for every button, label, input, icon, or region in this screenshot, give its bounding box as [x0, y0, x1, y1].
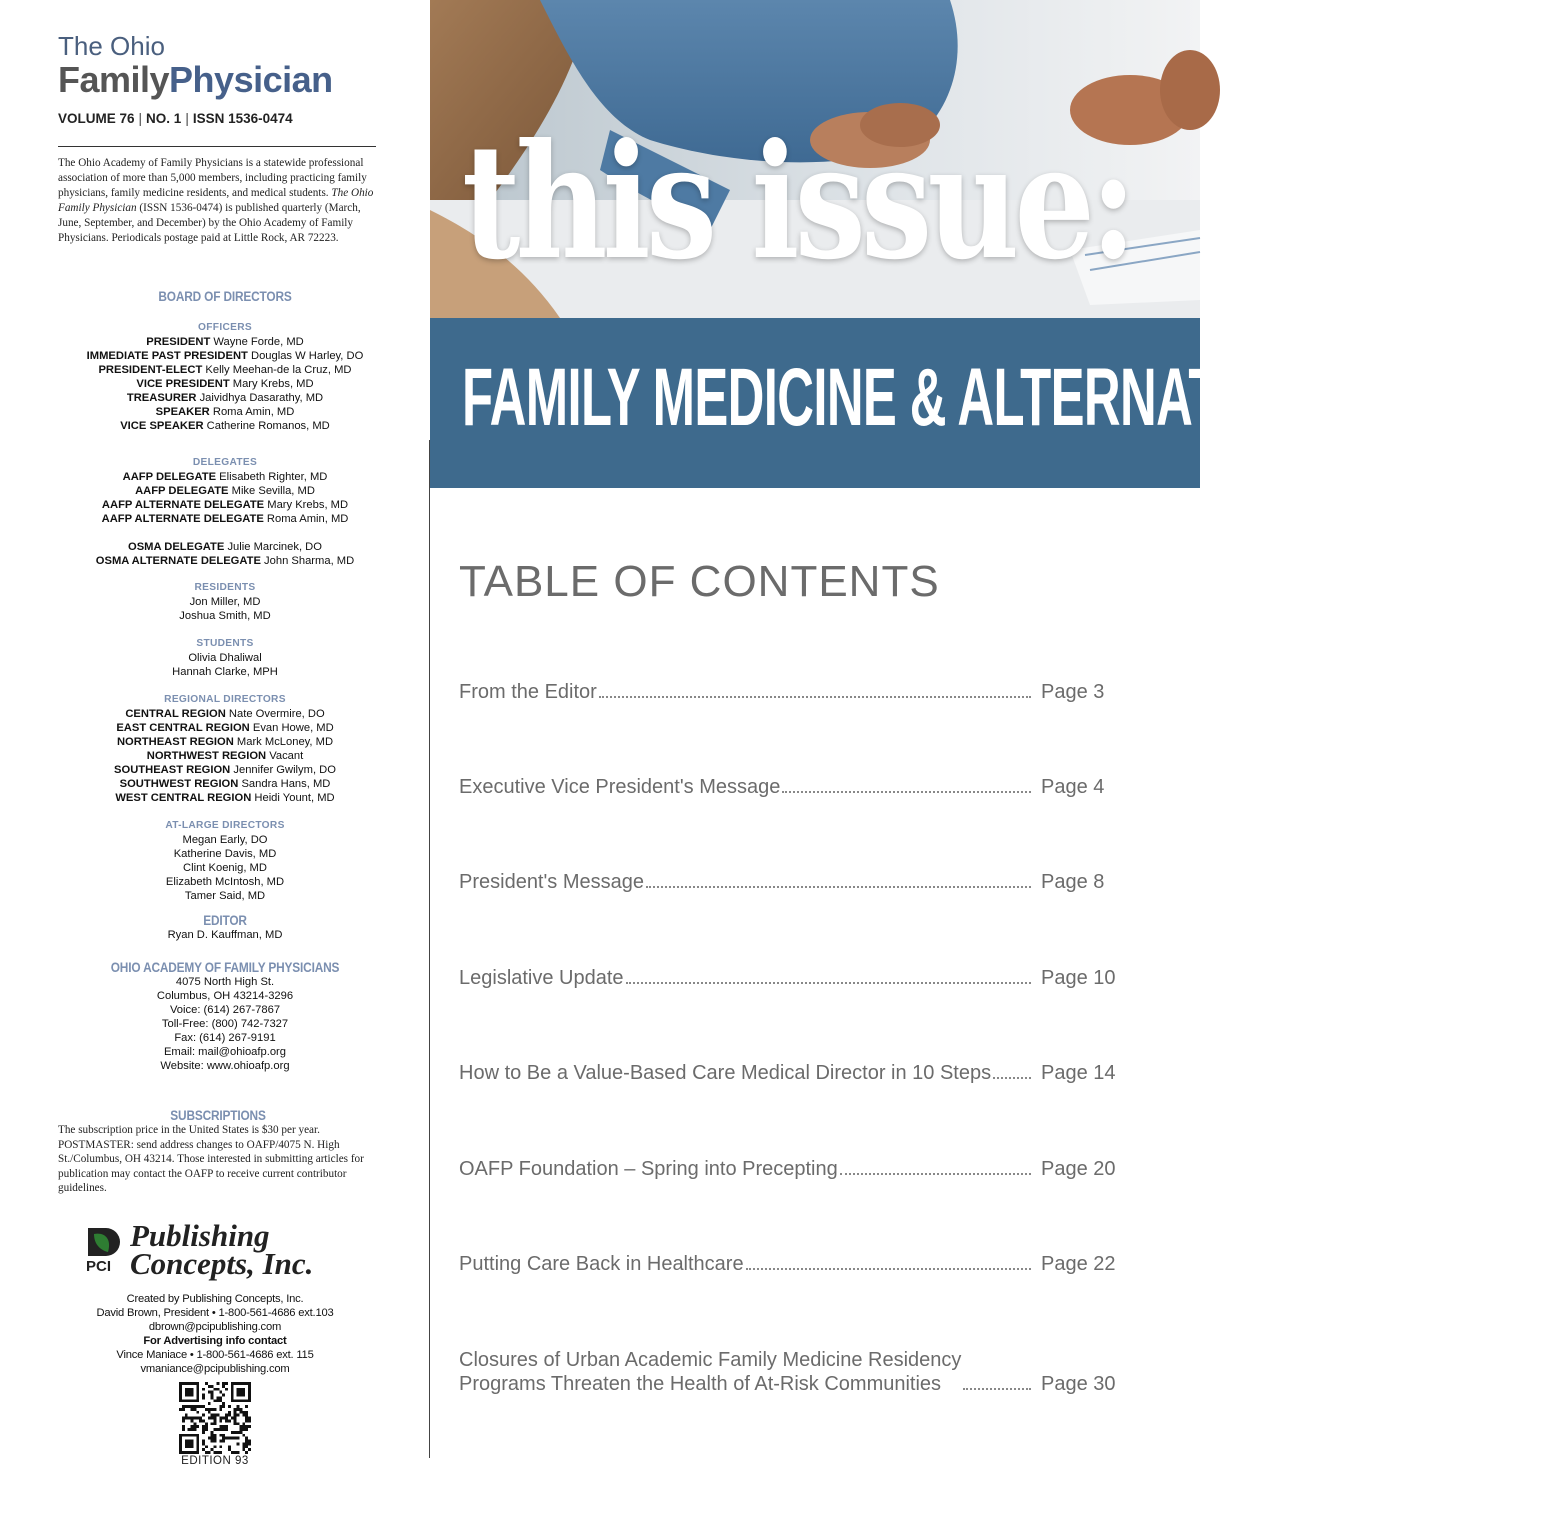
- board-role: SOUTHWEST REGION: [119, 778, 239, 790]
- delegates-heading: DELEGATES: [192, 457, 258, 468]
- publication-name: The Ohio Family Physician: [58, 187, 374, 214]
- board-role: EAST CENTRAL REGION: [116, 722, 250, 734]
- board-heading: BOARD OF DIRECTORS: [158, 289, 292, 304]
- oafp-heading: OHIO ACADEMY OF FAMILY PHYSICIANS: [110, 960, 340, 975]
- board-role: PRESIDENT-ELECT: [98, 364, 203, 376]
- residents-heading: RESIDENTS: [194, 582, 256, 593]
- toc-item-title-line2: Programs Threaten the Health of At-Risk Communities: [459, 1373, 942, 1395]
- board-member: [20, 512, 430, 526]
- toc-item[interactable]: [459, 1252, 1119, 1276]
- board-member-name: Roma Amin, MD: [263, 513, 349, 525]
- publisher-contact-line: Created by Publishing Concepts, Inc.: [126, 1293, 304, 1305]
- edition-number: EDITION 93: [181, 1455, 249, 1467]
- board-member-name: Julie Marcinek, DO: [224, 541, 322, 553]
- toc-item[interactable]: [459, 1157, 1119, 1181]
- toc-title: TABLE OF CONTENTS: [459, 557, 940, 606]
- toc-item-title: From the Editor: [459, 681, 597, 703]
- atlarge-director-name: Tamer Said, MD: [184, 890, 266, 902]
- atlarge-director-name: Clint Koenig, MD: [183, 862, 267, 874]
- oafp-contact-line: Fax: (614) 267-9191: [174, 1032, 276, 1044]
- pci-logo: [86, 1218, 356, 1288]
- resident-name: Jon Miller, MD: [189, 596, 261, 608]
- pci-logo-line1: Publishing: [130, 1218, 270, 1253]
- publisher-contact-line: dbrown@pcipublishing.com: [148, 1321, 282, 1333]
- board-member: [20, 721, 430, 735]
- toc-item-title: OAFP Foundation – Spring into Precepting: [459, 1158, 838, 1180]
- masthead: [58, 32, 388, 100]
- toc-page-number: Page 10: [1041, 967, 1116, 989]
- delegates-list: [20, 470, 430, 568]
- student-name: Hannah Clarke, MPH: [172, 666, 278, 678]
- students-block: [20, 637, 430, 679]
- board-member: [20, 470, 430, 484]
- oafp-contact-line: Toll-Free: (800) 742-7327: [161, 1018, 289, 1030]
- publisher-contact-line: vmaniance@pcipublishing.com: [140, 1363, 290, 1375]
- residents-list: [20, 595, 430, 623]
- atlarge-director-name: Megan Early, DO: [182, 834, 268, 846]
- board-role: PRESIDENT: [146, 336, 211, 348]
- this-issue-heading: this issue:: [462, 110, 1132, 295]
- board-role: AAFP DELEGATE: [135, 485, 229, 497]
- toc-leader-dots: [626, 981, 1031, 984]
- masthead-divider: [58, 146, 376, 147]
- masthead-family: Family: [58, 59, 170, 100]
- editor-name: Ryan D. Kauffman, MD: [167, 929, 283, 941]
- board-role: SOUTHEAST REGION: [114, 764, 231, 776]
- about-paragraph: [58, 156, 380, 246]
- students-heading: STUDENTS: [196, 638, 254, 649]
- oafp-block: [20, 961, 430, 1073]
- toc-page-number: Page 22: [1041, 1253, 1116, 1275]
- editor-heading: EDITOR: [203, 913, 247, 928]
- toc-item-title: How to Be a Value-Based Care Medical Director in 10 Steps: [459, 1062, 992, 1084]
- board-member: [20, 763, 430, 777]
- board-member: [20, 791, 430, 805]
- sidebar: [0, 0, 430, 1540]
- board-member: [20, 707, 430, 721]
- pci-logo-text: [130, 1218, 314, 1281]
- about-text-2: (ISSN 1536-0474) is published quarterly (March, June, September, and December) by the Ohio Academy of Family Physicians. Periodicals postage paid at Little Rock, AR 72223.: [58, 202, 361, 244]
- issue-number: NO. 1: [146, 111, 182, 126]
- regional-list: [20, 707, 430, 805]
- toc-leader-dots: [746, 1267, 1031, 1270]
- publisher-contact-line: David Brown, President • 1-800-561-4686 ext.103: [96, 1307, 334, 1319]
- board-member-name: Vacant: [266, 750, 304, 762]
- board-member: [20, 498, 430, 512]
- publisher-contact-line: For Advertising info contact: [143, 1335, 287, 1347]
- toc-item-title-line1: Closures of Urban Academic Family Medicine Residency: [459, 1349, 962, 1371]
- board-role: NORTHEAST REGION: [116, 736, 234, 748]
- toc-item[interactable]: [459, 680, 1119, 704]
- toc-leader-dots: [840, 1172, 1031, 1175]
- column-divider: [429, 440, 430, 1458]
- editor-block: [20, 914, 430, 942]
- board-member-name: Catherine Romanos, MD: [203, 420, 330, 432]
- oafp-contact-line: Columbus, OH 43214-3296: [156, 990, 294, 1002]
- board-member: [20, 749, 430, 763]
- students-list: [20, 651, 430, 679]
- toc-leader-dots: [963, 1387, 1031, 1390]
- toc-leader-dots: [599, 695, 1031, 698]
- atlarge-heading: AT-LARGE DIRECTORS: [165, 820, 285, 831]
- board-role: WEST CENTRAL REGION: [115, 792, 252, 804]
- board-member: [20, 484, 430, 498]
- regional-block: [20, 693, 430, 805]
- board-member-name: Jaividhya Dasarathy, MD: [196, 392, 324, 404]
- board-member: [20, 540, 430, 554]
- board-member: [20, 335, 430, 349]
- pci-logo-icon: [86, 1226, 126, 1258]
- toc-item[interactable]: [459, 775, 1119, 799]
- board-role: IMMEDIATE PAST PRESIDENT: [86, 350, 248, 362]
- board-member-name: Evan Howe, MD: [249, 722, 334, 734]
- board-role: AAFP ALTERNATE DELEGATE: [101, 513, 264, 525]
- board-role: AAFP DELEGATE: [122, 471, 217, 483]
- toc-page-number: Page 20: [1041, 1158, 1116, 1180]
- toc-item-title: Putting Care Back in Healthcare: [459, 1253, 744, 1275]
- board-member-name: Jennifer Gwilym, DO: [230, 764, 336, 776]
- oafp-contact-list: [20, 975, 430, 1073]
- pci-logo-line2: Concepts, Inc.: [130, 1246, 314, 1281]
- board-role: OSMA DELEGATE: [128, 541, 225, 553]
- oafp-contact-line: Email: mail@ohioafp.org: [163, 1046, 287, 1058]
- board-role: VICE PRESIDENT: [136, 378, 230, 390]
- board-member: [20, 405, 430, 419]
- volume: VOLUME 76: [58, 111, 135, 126]
- board-member-name: Mark McLoney, MD: [233, 736, 334, 748]
- board-member: [20, 554, 430, 568]
- board-role: NORTHWEST REGION: [146, 750, 267, 762]
- publisher-contact: [20, 1292, 410, 1376]
- toc-item-title: President's Message: [459, 871, 645, 893]
- board-member: [20, 419, 430, 433]
- board-role: AAFP ALTERNATE DELEGATE: [101, 499, 265, 511]
- officers-list: [20, 335, 430, 433]
- board-member: [20, 363, 430, 377]
- toc-item[interactable]: [459, 1061, 1119, 1085]
- board-member-name: Mary Krebs, MD: [229, 378, 314, 390]
- board-member-name: Sandra Hans, MD: [238, 778, 331, 790]
- resident-name: Joshua Smith, MD: [179, 610, 271, 622]
- qr-code-icon: [179, 1382, 251, 1454]
- pci-abbr: PCI: [86, 1258, 112, 1275]
- board-role: OSMA ALTERNATE DELEGATE: [95, 555, 261, 567]
- board-member-name: Wayne Forde, MD: [210, 336, 304, 348]
- oafp-contact-line: Voice: (614) 267-7867: [169, 1004, 281, 1016]
- masthead-the-ohio: The Ohio: [58, 31, 165, 61]
- toc-item-title: Executive Vice President's Message: [459, 776, 781, 798]
- student-name: Olivia Dhaliwal: [188, 652, 262, 664]
- toc-leader-dots: [646, 885, 1031, 888]
- officers-block: [20, 321, 430, 433]
- board-role: VICE SPEAKER: [120, 420, 204, 432]
- toc-item[interactable]: [459, 1348, 1119, 1396]
- toc-page-number: Page 8: [1041, 871, 1105, 893]
- masthead-physician: Physician: [169, 59, 333, 100]
- hero-image: [430, 0, 1556, 488]
- board-member: [20, 391, 430, 405]
- issue-info: VOLUME 76 | NO. 1 | ISSN 1536-0474: [58, 111, 293, 126]
- board-member-name: Nate Overmire, DO: [225, 708, 325, 720]
- toc-page-number: Page 4: [1041, 776, 1105, 798]
- board-role: SPEAKER: [155, 406, 210, 418]
- toc-page-number: Page 3: [1041, 681, 1105, 703]
- board-member-name: Heidi Yount, MD: [251, 792, 335, 804]
- toc-item-title: Legislative Update: [459, 967, 624, 989]
- board-member: [20, 735, 430, 749]
- officers-heading: OFFICERS: [198, 322, 252, 333]
- atlarge-block: [20, 819, 430, 903]
- delegates-block: [20, 456, 430, 568]
- issue-theme-title: FAMILY MEDICINE & ALTERNATIVE MEDICINE: [462, 352, 1556, 443]
- subscriptions-text: The subscription price in the United States is $30 per year. POSTMASTER: send address changes to OAFP/4075 N. High St./Columbus, OH 43214. Those interested in submitting articles for publication may contact the OAFP to receive current contributor guidelines.: [58, 1124, 364, 1194]
- board-member: [20, 349, 430, 363]
- board-member-name: Roma Amin, MD: [209, 406, 295, 418]
- board-role: TREASURER: [126, 392, 197, 404]
- board-member-name: John Sharma, MD: [260, 555, 355, 567]
- board-heading-block: [20, 290, 430, 304]
- about-text-1: The Ohio Academy of Family Physicians is a statewide professional association of more than 5,000 members, including practicing family physicians, family medicine residents, and medical students.: [58, 157, 367, 199]
- subscriptions-heading: SUBSCRIPTIONS: [170, 1108, 266, 1123]
- board-member-name: Mike Sevilla, MD: [228, 485, 315, 497]
- toc-item-title: [459, 1348, 961, 1396]
- issn: ISSN 1536-0474: [192, 111, 293, 126]
- publisher-contact-line: Vince Maniace • 1-800-561-4686 ext. 115: [116, 1349, 314, 1361]
- atlarge-director-name: Katherine Davis, MD: [173, 848, 277, 860]
- atlarge-list: [20, 833, 430, 903]
- board-member-name: Douglas W Harley, DO: [247, 350, 364, 362]
- toc-leader-dots: [782, 790, 1031, 793]
- board-member-name: Kelly Meehan-de la Cruz, MD: [202, 364, 352, 376]
- oafp-contact-line: 4075 North High St.: [175, 976, 275, 988]
- oafp-contact-line: Website: www.ohioafp.org: [160, 1060, 290, 1072]
- toc-page-number: Page 30: [1041, 1373, 1116, 1395]
- toc-page-number: Page 14: [1041, 1062, 1116, 1084]
- toc-item[interactable]: [459, 870, 1119, 894]
- toc-item[interactable]: [459, 966, 1119, 990]
- toc-leader-dots: [993, 1076, 1031, 1079]
- atlarge-director-name: Elizabeth McIntosh, MD: [165, 876, 285, 888]
- board-member-name: Mary Krebs, MD: [264, 499, 349, 511]
- board-role: CENTRAL REGION: [125, 708, 226, 720]
- board-member-name: Elisabeth Righter, MD: [216, 471, 328, 483]
- masthead-title: [58, 60, 388, 100]
- residents-block: [20, 581, 430, 623]
- board-member: [20, 377, 430, 391]
- subscriptions-block: [58, 1108, 378, 1196]
- regional-heading: REGIONAL DIRECTORS: [164, 694, 286, 705]
- board-member: [20, 777, 430, 791]
